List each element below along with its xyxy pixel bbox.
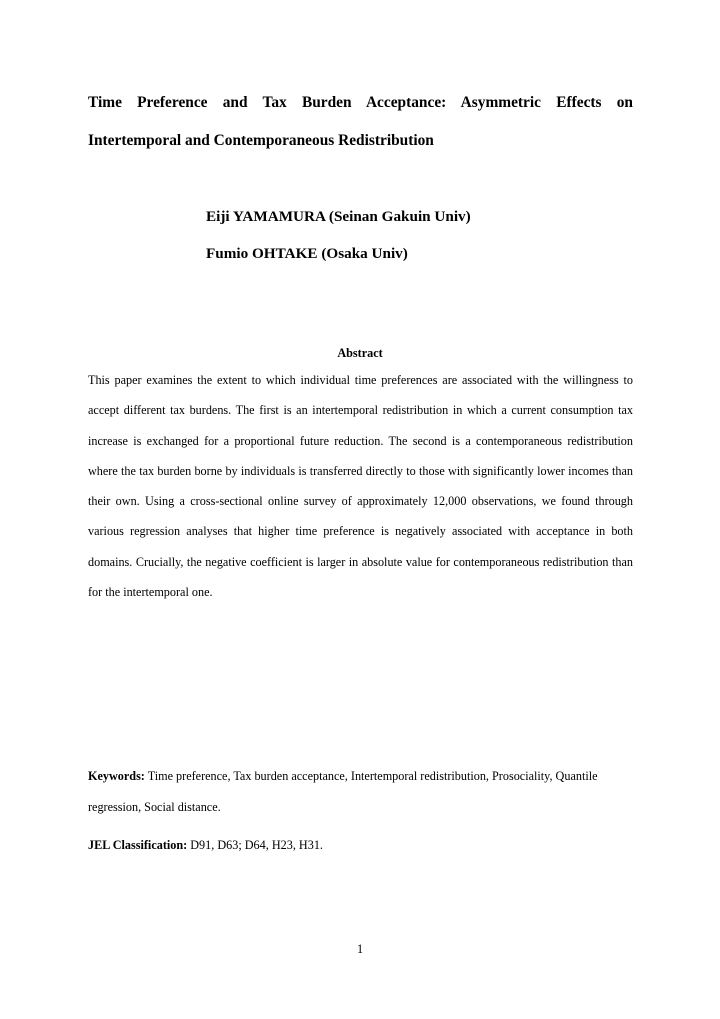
author-1: Eiji YAMAMURA (Seinan Gakuin Univ) [206,208,471,225]
keywords [88,761,633,822]
jel-classification [88,830,633,860]
author-2: Fumio OHTAKE (Osaka Univ) [206,245,408,262]
jel-text: D91, D63; D64, H23, H31. [190,838,323,852]
paper-title-line-1: Time Preference and Tax Burden Acceptance: Asymmetric Effects on [88,94,633,111]
paper-title-line-2: Intertemporal and Contemporaneous Redistribution [88,132,434,149]
jel-label: JEL Classification: [88,838,188,852]
keywords-text: Time preference, Tax burden acceptance, Intertemporal redistribution, Prosociality, Quantile regression, Social distance. [88,769,598,814]
page-number: 1 [356,942,364,956]
author-list [206,198,471,272]
abstract-heading: Abstract [337,346,383,360]
paper-title [88,84,633,160]
keywords-label: Keywords: [88,769,145,783]
abstract-body: This paper examines the extent to which individual time preferences are associated with the willingness to accept different tax burdens. The first is an intertemporal redistribution in which a current consumption tax increase is exchanged for a proportional future reduction. The second is a contemporaneous redistribution where the tax burden borne by individuals is transferred directly to those with significantly lower incomes than their own. Using a cross-sectional online survey of approximately 12,000 observations, we found through various regression analyses that higher time preference is negatively associated with acceptance in both domains. Crucially, the negative coefficient is larger in absolute value for contemporaneous redistribution than for the intertemporal one. [88,373,633,600]
